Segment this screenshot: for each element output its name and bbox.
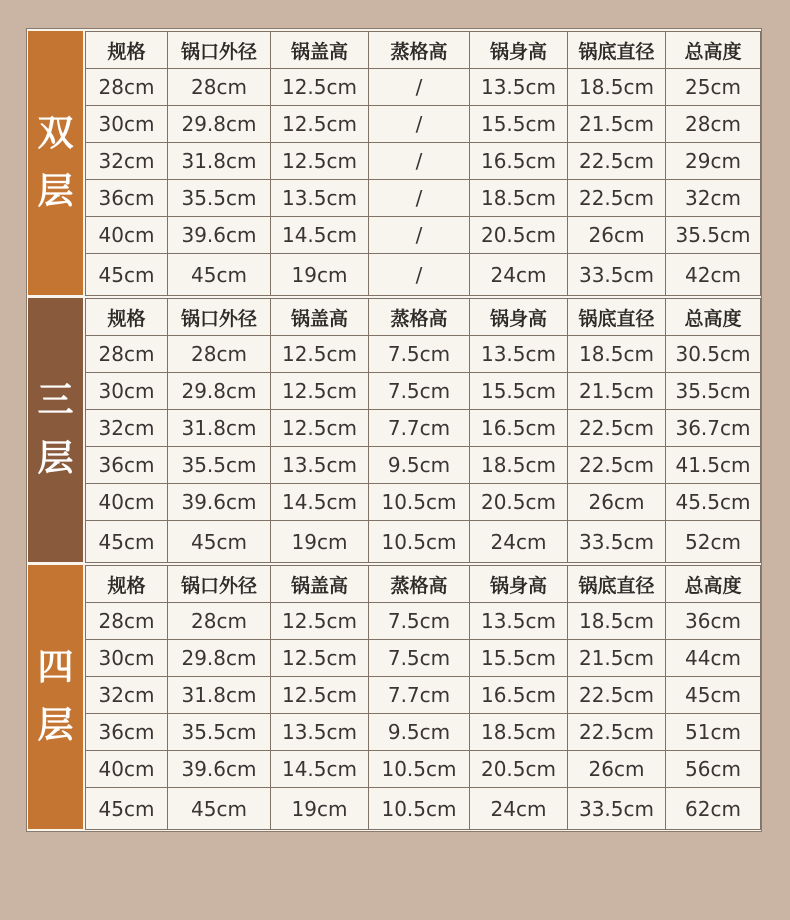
table-cell: 26cm xyxy=(568,484,666,521)
table-cell: 28cm xyxy=(666,106,761,143)
table-cell: 40cm xyxy=(86,484,168,521)
table-cell: 22.5cm xyxy=(568,410,666,447)
column-header: 锅口外径 xyxy=(168,299,271,336)
table-cell: 18.5cm xyxy=(470,447,568,484)
table-cell: 15.5cm xyxy=(470,640,568,677)
table-cell: 7.5cm xyxy=(369,640,470,677)
section-label-char: 层 xyxy=(37,705,74,746)
table-cell: 39.6cm xyxy=(168,751,271,788)
table-row xyxy=(86,143,761,180)
table-cell: 10.5cm xyxy=(369,484,470,521)
column-header: 锅底直径 xyxy=(568,566,666,603)
table-cell: 52cm xyxy=(666,521,761,563)
table-cell: 20.5cm xyxy=(470,751,568,788)
column-header: 锅身高 xyxy=(470,566,568,603)
table-cell: 45cm xyxy=(86,521,168,563)
table-cell: / xyxy=(369,217,470,254)
section-label-char: 层 xyxy=(37,171,74,212)
table-cell: 12.5cm xyxy=(271,677,369,714)
table-cell: 31.8cm xyxy=(168,143,271,180)
table-cell: 18.5cm xyxy=(568,603,666,640)
table-row xyxy=(86,788,761,830)
table-cell: 14.5cm xyxy=(271,484,369,521)
table-cell: 18.5cm xyxy=(470,180,568,217)
table-cell: 29cm xyxy=(666,143,761,180)
table-cell: / xyxy=(369,106,470,143)
table-cell: 16.5cm xyxy=(470,677,568,714)
column-header: 锅底直径 xyxy=(568,32,666,69)
column-header: 总高度 xyxy=(666,299,761,336)
column-header: 蒸格高 xyxy=(369,299,470,336)
table-cell: 13.5cm xyxy=(470,69,568,106)
table-cell: / xyxy=(369,69,470,106)
table-cell: 40cm xyxy=(86,217,168,254)
table-cell: 33.5cm xyxy=(568,521,666,563)
table-cell: 22.5cm xyxy=(568,180,666,217)
table-cell: 13.5cm xyxy=(470,603,568,640)
table-cell: 9.5cm xyxy=(369,714,470,751)
table-cell: 12.5cm xyxy=(271,69,369,106)
table-cell: 10.5cm xyxy=(369,788,470,830)
table-cell: 36cm xyxy=(86,447,168,484)
spec-table-double-layer xyxy=(85,31,761,296)
table-row xyxy=(86,69,761,106)
table-cell: 24cm xyxy=(470,788,568,830)
table-cell: 30cm xyxy=(86,373,168,410)
table-cell: 28cm xyxy=(86,603,168,640)
table-cell: 29.8cm xyxy=(168,640,271,677)
table-cell: 14.5cm xyxy=(271,217,369,254)
section-label-char: 层 xyxy=(37,438,74,479)
section-double-layer xyxy=(28,31,760,295)
column-header: 锅盖高 xyxy=(271,299,369,336)
table-row xyxy=(86,603,761,640)
table-cell: 28cm xyxy=(168,336,271,373)
table-cell: 45cm xyxy=(86,788,168,830)
table-cell: 22.5cm xyxy=(568,143,666,180)
column-header: 锅盖高 xyxy=(271,566,369,603)
table-cell: 22.5cm xyxy=(568,447,666,484)
table-cell: 28cm xyxy=(86,69,168,106)
table-row xyxy=(86,714,761,751)
table-cell: 19cm xyxy=(271,254,369,296)
table-cell: 7.5cm xyxy=(369,336,470,373)
table-cell: 33.5cm xyxy=(568,254,666,296)
table-cell: 56cm xyxy=(666,751,761,788)
table-cell: 35.5cm xyxy=(168,447,271,484)
table-cell: 28cm xyxy=(86,336,168,373)
table-cell: 22.5cm xyxy=(568,714,666,751)
table-cell: 40cm xyxy=(86,751,168,788)
section-four-layer xyxy=(28,565,760,829)
table-cell: 45cm xyxy=(168,521,271,563)
table-cell: 21.5cm xyxy=(568,373,666,410)
table-row xyxy=(86,640,761,677)
table-cell: 13.5cm xyxy=(271,180,369,217)
table-cell: 33.5cm xyxy=(568,788,666,830)
table-cell: / xyxy=(369,254,470,296)
table-cell: 12.5cm xyxy=(271,373,369,410)
table-cell: 22.5cm xyxy=(568,677,666,714)
column-header: 规格 xyxy=(86,32,168,69)
table-cell: 36cm xyxy=(86,714,168,751)
table-cell: 32cm xyxy=(86,143,168,180)
table-cell: 28cm xyxy=(168,603,271,640)
table-header-row xyxy=(86,299,761,336)
table-cell: 13.5cm xyxy=(470,336,568,373)
column-header: 锅底直径 xyxy=(568,299,666,336)
spec-table-four-layer xyxy=(85,565,761,830)
table-cell: 45cm xyxy=(86,254,168,296)
table-cell: 15.5cm xyxy=(470,106,568,143)
table-cell: 10.5cm xyxy=(369,521,470,563)
table-cell: 12.5cm xyxy=(271,640,369,677)
table-cell: 32cm xyxy=(666,180,761,217)
spec-table-triple-layer xyxy=(85,298,761,563)
table-cell: 35.5cm xyxy=(666,217,761,254)
table-cell: 30.5cm xyxy=(666,336,761,373)
table-cell: 13.5cm xyxy=(271,447,369,484)
table-cell: 36cm xyxy=(86,180,168,217)
table-header-row xyxy=(86,566,761,603)
table-cell: 31.8cm xyxy=(168,410,271,447)
table-cell: 35.5cm xyxy=(168,714,271,751)
table-cell: 21.5cm xyxy=(568,106,666,143)
table-cell: 7.5cm xyxy=(369,373,470,410)
table-row xyxy=(86,217,761,254)
section-label-char: 四 xyxy=(37,647,74,688)
table-cell: / xyxy=(369,143,470,180)
table-cell: 28cm xyxy=(168,69,271,106)
table-cell: 36cm xyxy=(666,603,761,640)
table-cell: 7.7cm xyxy=(369,677,470,714)
table-cell: 30cm xyxy=(86,106,168,143)
table-cell: 32cm xyxy=(86,410,168,447)
table-cell: 10.5cm xyxy=(369,751,470,788)
table-row xyxy=(86,180,761,217)
table-cell: 21.5cm xyxy=(568,640,666,677)
table-cell: 12.5cm xyxy=(271,336,369,373)
table-cell: 7.7cm xyxy=(369,410,470,447)
table-cell: 31.8cm xyxy=(168,677,271,714)
table-cell: 45.5cm xyxy=(666,484,761,521)
table-cell: 12.5cm xyxy=(271,143,369,180)
table-cell: 20.5cm xyxy=(470,217,568,254)
table-cell: 19cm xyxy=(271,521,369,563)
table-cell: 12.5cm xyxy=(271,410,369,447)
column-header: 锅口外径 xyxy=(168,566,271,603)
table-row xyxy=(86,336,761,373)
table-cell: 13.5cm xyxy=(271,714,369,751)
table-cell: 12.5cm xyxy=(271,106,369,143)
table-row xyxy=(86,447,761,484)
table-cell: 16.5cm xyxy=(470,143,568,180)
column-header: 规格 xyxy=(86,299,168,336)
table-cell: 44cm xyxy=(666,640,761,677)
table-cell: 9.5cm xyxy=(369,447,470,484)
column-header: 锅盖高 xyxy=(271,32,369,69)
table-cell: 45cm xyxy=(168,788,271,830)
column-header: 锅身高 xyxy=(470,32,568,69)
section-triple-layer xyxy=(28,298,760,562)
section-label-four-layer xyxy=(28,565,83,829)
section-label-double-layer xyxy=(28,31,83,295)
table-cell: 62cm xyxy=(666,788,761,830)
column-header: 蒸格高 xyxy=(369,32,470,69)
table-cell: 51cm xyxy=(666,714,761,751)
table-cell: 7.5cm xyxy=(369,603,470,640)
table-cell: 26cm xyxy=(568,751,666,788)
table-cell: 26cm xyxy=(568,217,666,254)
section-label-char: 双 xyxy=(37,113,74,154)
table-cell: 30cm xyxy=(86,640,168,677)
table-cell: 16.5cm xyxy=(470,410,568,447)
table-cell: 18.5cm xyxy=(568,336,666,373)
table-row xyxy=(86,254,761,296)
table-cell: 12.5cm xyxy=(271,603,369,640)
table-cell: / xyxy=(369,180,470,217)
table-cell: 41.5cm xyxy=(666,447,761,484)
table-row xyxy=(86,677,761,714)
table-cell: 15.5cm xyxy=(470,373,568,410)
column-header: 总高度 xyxy=(666,566,761,603)
table-cell: 29.8cm xyxy=(168,373,271,410)
table-row xyxy=(86,373,761,410)
table-cell: 18.5cm xyxy=(470,714,568,751)
table-cell: 19cm xyxy=(271,788,369,830)
table-cell: 20.5cm xyxy=(470,484,568,521)
table-cell: 24cm xyxy=(470,254,568,296)
table-cell: 36.7cm xyxy=(666,410,761,447)
table-row xyxy=(86,751,761,788)
table-cell: 29.8cm xyxy=(168,106,271,143)
table-cell: 35.5cm xyxy=(168,180,271,217)
table-cell: 45cm xyxy=(666,677,761,714)
column-header: 总高度 xyxy=(666,32,761,69)
column-header: 规格 xyxy=(86,566,168,603)
table-header-row xyxy=(86,32,761,69)
table-cell: 14.5cm xyxy=(271,751,369,788)
table-cell: 24cm xyxy=(470,521,568,563)
section-label-char: 三 xyxy=(37,380,74,421)
table-row xyxy=(86,521,761,563)
table-cell: 18.5cm xyxy=(568,69,666,106)
size-chart xyxy=(26,28,762,832)
table-cell: 39.6cm xyxy=(168,217,271,254)
table-cell: 39.6cm xyxy=(168,484,271,521)
column-header: 蒸格高 xyxy=(369,566,470,603)
table-cell: 35.5cm xyxy=(666,373,761,410)
table-cell: 42cm xyxy=(666,254,761,296)
column-header: 锅口外径 xyxy=(168,32,271,69)
table-row xyxy=(86,484,761,521)
table-row xyxy=(86,410,761,447)
table-cell: 45cm xyxy=(168,254,271,296)
table-row xyxy=(86,106,761,143)
table-cell: 25cm xyxy=(666,69,761,106)
section-label-triple-layer xyxy=(28,298,83,562)
table-cell: 32cm xyxy=(86,677,168,714)
column-header: 锅身高 xyxy=(470,299,568,336)
